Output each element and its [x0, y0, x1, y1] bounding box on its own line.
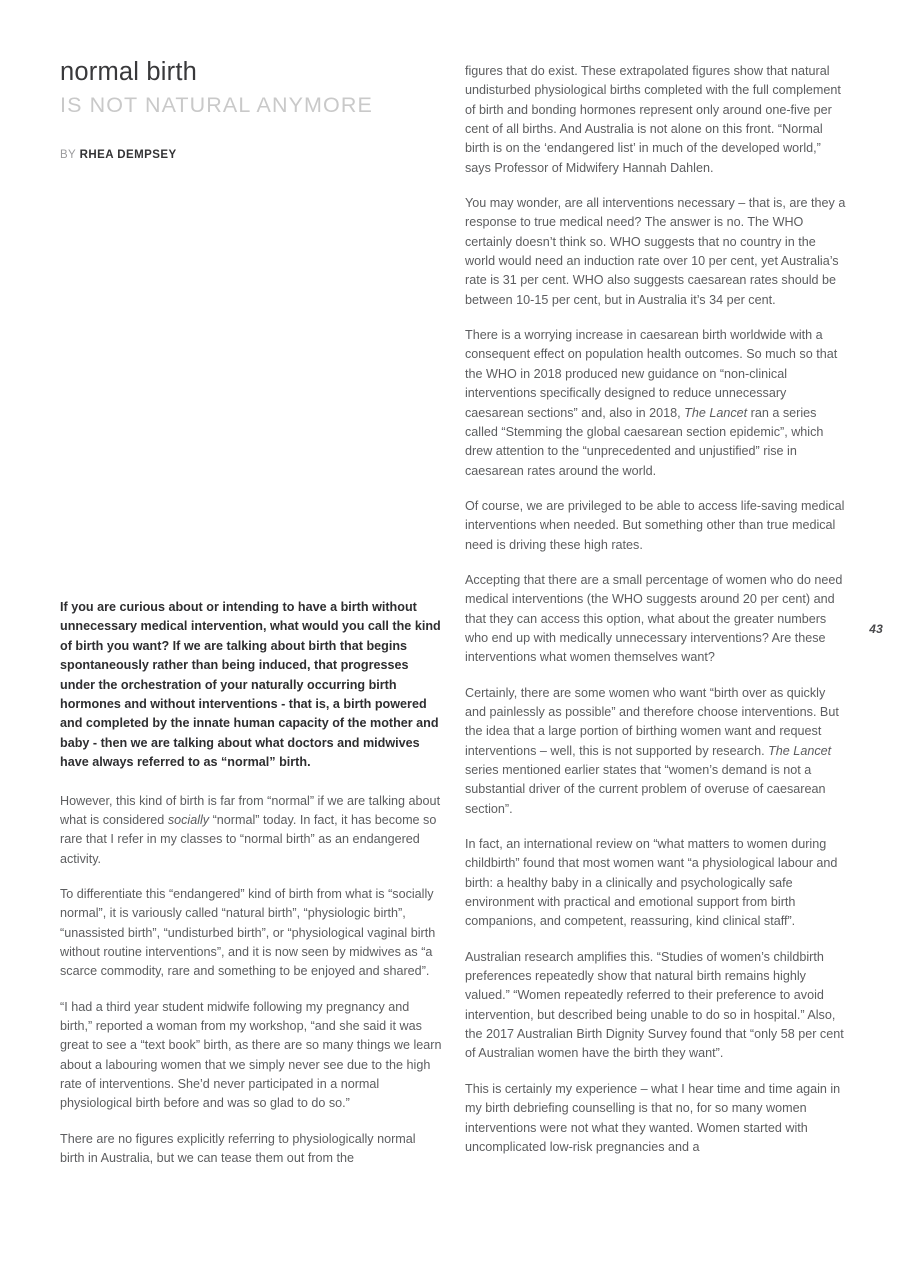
- page-subtitle: IS NOT NATURAL ANYMORE: [60, 92, 373, 117]
- left-text-column: [60, 598, 442, 1169]
- paragraph-differentiate: To differentiate this “endangered” kind of birth from what is “socially normal”, it is variously called “natural birth”, “physiologic birth”, “unassisted birth”, “undisturbed birth”, or “physiological vaginal birth without routine interventions”, and it is now seen by midwives as “a scarce commodity, rare and something to be enjoyed and shared”.: [60, 887, 436, 979]
- paragraph-student-midwife: “I had a third year student midwife following my pregnancy and birth,” reported a woman from my workshop, “and she said it was great to see a “text book” birth, as there are so many things we learn about a labouring women that we simply never see due to the high rate of interventions. She’d never participated in a normal physiological birth before and was so glad to do so.”: [60, 999, 442, 1111]
- right-text-column: [465, 62, 847, 1157]
- article-masthead: [60, 58, 450, 161]
- byline-author: RHEA DEMPSEY: [79, 149, 177, 162]
- paragraph-my-experience: This is certainly my experience – what I hear time and time again in my birth debriefing counselling is that no, for so many women interventions were not what they wanted. Women started with uncomplicated low-risk pregnancies and a: [465, 1081, 841, 1154]
- byline-prefix: BY: [60, 149, 77, 162]
- paragraph-certainly: Certainly, there are some women who want “birth over as quickly and painlessly as possible” and therefore choose interventions. But the idea that a large portion of birthing women want and request interventions – well, this is not supported by research. The Lancet series mentioned earlier states that “women’s demand is not a substantial driver of the current problem of overuse of caesarean section”.: [465, 685, 839, 816]
- emphasis-text: The Lancet: [684, 405, 748, 420]
- paragraph-extrapolated-figures: figures that do exist. These extrapolated figures show that natural undisturbed physiological births completed with the full complement of birth and bonding hormones represent only around one-five per cent of all births. And Australia is not alone on this front. “Normal birth is on the ‘endangered list’ in much of the developed world,” says Professor of Midwifery Hannah Dahlen.: [465, 64, 841, 175]
- emphasis-text: socially: [167, 813, 210, 827]
- page-number: 43: [869, 622, 883, 636]
- paragraph-worrying-increase: There is a worrying increase in caesarean birth worldwide with a consequent effect on population health outcomes. So much so that the WHO in 2018 produced new guidance on “non-clinical interventions specifically designed to reduce unnecessary caesarean sections” and, also in 2018, The Lancet ran a series called “Stemming the global caesarean section epidemic”, which drew attention to the “unprecedented and unjustified” rise in caesarean rates around the world.: [465, 328, 838, 478]
- paragraph-however: However, this kind of birth is far from “normal” if we are talking about what is considered socially “normal” today. In fact, it has become so rare that I refer in my classes to “normal birth” as an endangered activity.: [60, 793, 441, 866]
- paragraph-lead: If you are curious about or intending to have a birth without unnecessary medical intervention, what would you call the kind of birth you want? If we are talking about birth that begins spontaneously rather than being induced, that progresses under the orchestration of your naturally occurring birth hormones and without interventions - that is, a birth powered and completed by the innate human capacity of the mother and baby - then we are talking about what doctors and midwives have always referred to as “normal” birth.: [60, 600, 441, 770]
- paragraph-who-rates: You may wonder, are all interventions necessary – that is, are they a response to true medical need? The answer is no. The WHO certainly doesn’t think so. WHO suggests that no country in the world would need an induction rate over 10 per cent, yet Australia’s rate is 31 per cent. WHO also suggests caesarean rates should be between 10-15 per cent, but in Australia it’s 34 per cent.: [465, 196, 846, 307]
- paragraph-of-course: Of course, we are privileged to be able to access life-saving medical interventions when needed. But something other than true medical need is driving these high rates.: [465, 498, 845, 552]
- paragraph-no-figures: There are no figures explicitly referring to physiologically normal birth in Australia, but we can tease them out from the: [60, 1131, 416, 1166]
- paragraph-accepting: Accepting that there are a small percentage of women who do need medical interventions (the WHO suggests around 20 per cent) and that they can access this option, what about the greater numbers who end up with medically unnecessary interventions? Are these interventions what women themselves want?: [465, 572, 843, 665]
- paragraph-australian-research: Australian research amplifies this. “Studies of women’s childbirth preferences repeatedly show that natural birth remains highly valued.” “Women repeatedly referred to their preference to avoid intervention, but described being unable to do so in hospital.” Also, the 2017 Australian Birth Dignity Survey found that “only 58 per cent of Australian women have the birth they want”.: [465, 949, 844, 1061]
- emphasis-text: The Lancet: [768, 743, 832, 758]
- page-title: normal birth: [60, 58, 198, 86]
- byline: [60, 149, 450, 161]
- paragraph-international-review: In fact, an international review on “what matters to women during childbirth” found that most women want “a physiological labour and birth: a healthy baby in a clinically and psychologically safe environment with practical and emotional support from birth companions, and competent, reassuring, kind clinical staff”.: [465, 837, 838, 929]
